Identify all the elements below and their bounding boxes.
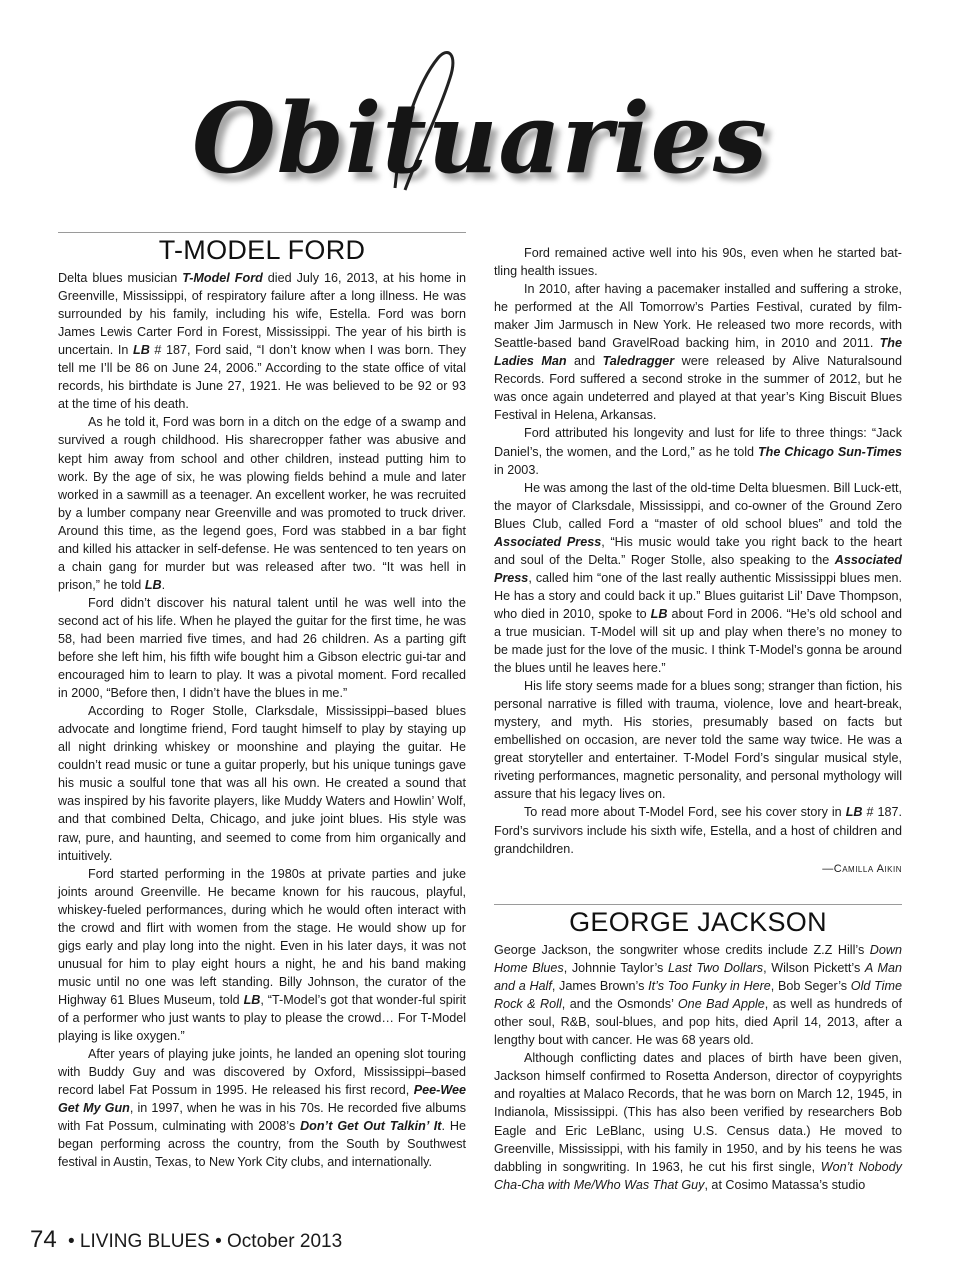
obituary-heading-ford: T-MODEL FORD bbox=[158, 235, 366, 265]
paragraph: Delta blues musician T-Model Ford died July 16, 2013, at his home in Greenville, Mississippi, of respiratory failure after a long illness. He was surrounded by his family, including his wife, Estella. Ford was born James Lewis Carter Ford in Forest, Mississippi. The year of his birth is uncertain. In LB # 187, Ford said, “I don’t know when I was born. They tell me I’ll be 86 on June 24, 2006.” According to the state office of vital records, his birthdate is June 27, 1921. He was believed to be 92 or 93 at the time of his death. bbox=[58, 271, 466, 412]
paragraph: Ford remained active well into his 90s, even when he started bat-tling health issues. bbox=[494, 246, 902, 279]
paragraph: Ford attributed his longevity and lust for life to three things: “Jack Daniel’s, the women, and the Lord,” as he told The Chicago Sun-Times in 2003. bbox=[494, 426, 903, 477]
issue-date: October 2013 bbox=[227, 1231, 343, 1252]
author-signature: —Camilla Aikin bbox=[822, 862, 902, 875]
paragraph: Ford didn’t discover his natural talent until he was well into the second act of his life. When he played the guitar for the first time, he was 58, had been married five times, and had 26 children. As a parting gift before she left him, his fifth wife bought him a Gibson electric gui-tar and encouraged him to learn to play. It was a pivotal moment. Ford recalled in 2000, “Before then, I didn’t have the blues in me.” bbox=[58, 595, 466, 701]
paragraph: According to Roger Stolle, Clarksdale, Mississippi–based blues advocate and longtime friend, Ford taught himself to play by staying up all night drinking whiskey or moonshine and playing the guitar. He couldn’t read music or tune a guitar properly, but his unique tunings gave his music a soulful tone that was all his own. He created a sound that was inspired by his favorite players, like Muddy Waters and Howlin’ Wolf, and that combined Delta, Chicago, and juke joint blues. His style was raw, pure, and haunting, and seemed to come from him organically and intuitively. bbox=[58, 704, 466, 863]
jackson-column bbox=[494, 904, 902, 1194]
divider bbox=[494, 904, 902, 905]
right-column bbox=[494, 244, 902, 878]
footer-bullet: • bbox=[215, 1231, 222, 1252]
obituary-heading-jackson: GEORGE JACKSON bbox=[569, 907, 827, 937]
paragraph: As he told it, Ford was born in a ditch on the edge of a swamp and survived a rough childhood. His sharecropper father was abusive and kept him away from school and other children, instead putting him to work. By the age of six, he was plowing fields behind a mule and later worked in a sawmill as a teenager. An excellent worker, he was recruited by a lumber company near Greenville and was promoted to truck driver. Around this time, as the legend goes, Ford was stabbed in a bar fight and killed his attacker in self-defense. He was sentenced to ten years on a chain gang for murder but was released after two. “It was hell in prison,” he told LB. bbox=[58, 415, 466, 592]
left-column bbox=[58, 232, 466, 1171]
section-title: Obituaries bbox=[192, 82, 768, 195]
paragraph: George Jackson, the songwriter whose credits include Z.Z Hill’s Down Home Blues, Johnnie Taylor’s Last Two Dollars, Wilson Pickett’s A Man and a Half, James Brown’s It’s Too Funky in Here, Bob Seger’s Old Time Rock & Roll, and the Osmonds’ One Bad Apple, as well as hundreds of other soul, R&B, soul-blues, and pop hits, died April 14, 2013, after a lengthy bout with cancer. He was 68 years old. bbox=[494, 943, 902, 1048]
paragraph: His life story seems made for a blues song; stranger than fiction, his personal narrative is filled with trauma, violence, love and heart-break, mystery, and myth. His stories, presumably based on facts but embellished on occasion, are never told the same way twice. He was a great storyteller and entertainer. T-Model Ford’s singular musical style, riveting performances, magnetic personality, and personal mythology will assure that his legacy lives on. bbox=[494, 679, 902, 802]
paragraph: He was among the last of the old-time Delta bluesmen. Bill Luck-ett, the mayor of Clarksdale, Mississippi, and co-owner of the Ground Zero Blues Club, called Ford a “master of old school blues” and told the Associated Press, “His music would take you right back to the heart and soul of the Delta.” Roger Stolle, also speaking to the Associated Press, called him “one of the last really authentic Mississippi blues men. He has a story and could back it up.” Blues guitarist Lil’ Dave Thompson, who died in 2010, spoke to LB about Ford in 2006. “He’s old school and a true musician. T-Model will sit up and play when there’s no money to be made just for the love of the music. I think T-Model’s gonna be around the blues until he leaves here.” bbox=[494, 480, 902, 676]
page-number: 74 bbox=[30, 1226, 57, 1253]
magazine-name: LIVING BLUES bbox=[79, 1231, 210, 1252]
paragraph: Although conflicting dates and places of birth have been given, Jackson himself confirmed to Rosetta Anderson, director of coypyrights and royalties at Malaco Records, that he was born on March 12, 1945, in Indianola, Mississippi. (This has also been verified by researchers Bob Eagle and Eric LeBlanc, using U.S. Census data.) He moved to Greenville, Mississippi, with his family in 1950, and by his teens he was dabbling in songwriting. In 1963, he cut his first single, Won’t Nobody Cha-Cha with Me/Who Was That Guy, at Cosimo Matassa’s studio bbox=[494, 1051, 902, 1192]
footer-bullet: • bbox=[67, 1231, 75, 1252]
paragraph: Ford started performing in the 1980s at private parties and juke joints around Greenville. He became known for his raucous, playful, whiskey-fueled performances, during which he would often interact with the crowd and flirt with women from the stage. He would show up for gigs early and play long into the night. Even in his later days, it was not unusual for him to play eight hours a night, he and his band making music until no one was left standing. Billy Johnson, the curator of the Highway 61 Blues Museum, told LB, “T-Model’s got that wonder-ful spirit of a performer who just wants to play to please the crowd… For T-Model playing is like oxygen.” bbox=[58, 866, 466, 1044]
paragraph: After years of playing juke joints, he landed an opening slot touring with Buddy Guy and was discovered by Oxford, Mississippi–based record label Fat Possum in 1995. He released his first record, Pee-Wee Get My Gun, in 1997, when he was in his 70s. He recorded five albums with Fat Possum, culminating with 2008’s Don’t Get Out Talkin’ It. He began performing across the country, from the South by Southwest festival in Austin, Texas, to New York City clubs, and internationally. bbox=[58, 1047, 466, 1170]
divider bbox=[58, 232, 466, 233]
page-footer bbox=[30, 1226, 342, 1254]
paragraph: To read more about T-Model Ford, see his cover story in LB # 187. Ford’s survivors include his sixth wife, Estella, and a host of children and grandchildren. bbox=[494, 805, 903, 856]
paragraph: In 2010, after having a pacemaker installed and suffering a stroke, he performed at the All Tomorrow’s Parties Festival, curated by film-maker Jim Jarmusch in New York. He released two more records, with Seattle-based band GravelRoad backing him, in 2010 and 2011. The Ladies Man and Taledragger were released by Alive Naturalsound Records. Ford suffered a second stroke in the summer of 2012, but he was once again undeterred and played at that year’s King Biscuit Blues Festival in Helena, Arkansas. bbox=[494, 282, 903, 423]
masthead bbox=[0, 40, 960, 210]
